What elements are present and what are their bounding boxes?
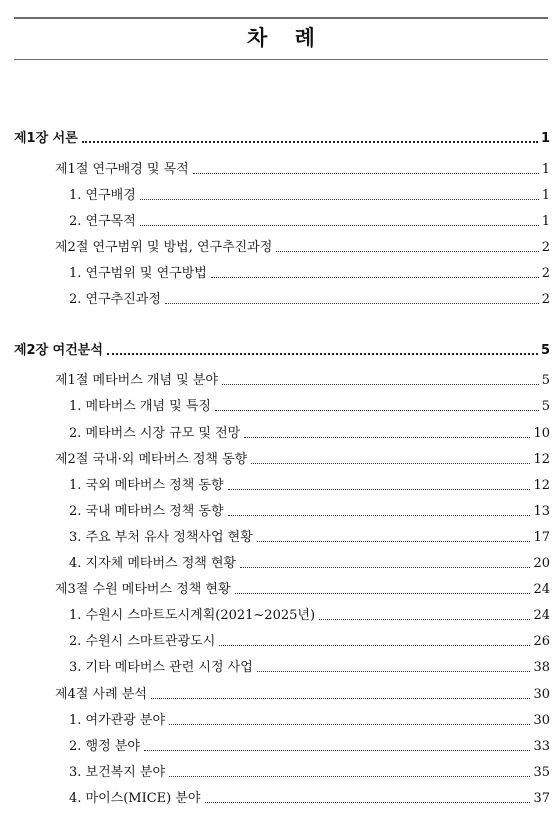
dot-leader xyxy=(228,489,531,490)
toc-item[interactable] xyxy=(69,289,550,309)
dot-leader xyxy=(169,724,530,725)
toc-page-number: 20 xyxy=(533,556,550,571)
toc-label: 3. 주요 부처 유사 정책사업 현황 xyxy=(69,530,253,545)
toc-label: 제1장 서론 xyxy=(14,131,78,146)
toc-page-number: 37 xyxy=(533,791,550,806)
toc-label: 4. 지자체 메타버스 정책 현황 xyxy=(69,556,237,571)
dot-leader xyxy=(82,141,538,143)
toc-page-number: 10 xyxy=(533,426,550,441)
toc-page-number: 5 xyxy=(540,343,550,358)
toc-item[interactable] xyxy=(69,211,550,231)
toc-item[interactable] xyxy=(69,657,550,677)
dot-leader xyxy=(240,567,530,568)
toc-label: 3. 보건복지 분야 xyxy=(69,765,166,780)
toc-label: 1. 메타버스 개념 및 특징 xyxy=(69,399,211,414)
toc-item[interactable] xyxy=(69,736,550,756)
toc-label: 3. 기타 메타버스 관련 시정 사업 xyxy=(69,660,253,675)
toc-section[interactable] xyxy=(55,159,550,179)
toc-section[interactable] xyxy=(55,237,550,257)
dot-leader xyxy=(165,303,539,304)
toc-page-number: 12 xyxy=(533,452,550,467)
toc-page-number: 17 xyxy=(533,530,550,545)
toc-label: 2. 수원시 스마트관광도시 xyxy=(69,634,216,649)
toc-label: 4. 마이스(MICE) 분야 xyxy=(69,791,201,806)
toc-page-number: 24 xyxy=(533,582,550,597)
toc-page-number: 2 xyxy=(541,266,550,281)
dot-leader xyxy=(140,199,539,200)
toc-label: 1. 연구배경 xyxy=(69,188,136,203)
toc-section[interactable] xyxy=(55,579,550,599)
dot-leader xyxy=(235,593,531,594)
toc-label: 1. 여가관광 분야 xyxy=(69,713,166,728)
toc-item[interactable] xyxy=(69,475,550,495)
dot-leader xyxy=(193,173,539,174)
toc-page-number: 38 xyxy=(533,660,550,675)
toc-chapter[interactable] xyxy=(14,128,550,148)
dot-leader xyxy=(257,541,531,542)
toc-section[interactable] xyxy=(55,370,550,390)
dot-leader xyxy=(222,384,539,385)
toc-label: 제1절 연구배경 및 목적 xyxy=(55,162,189,177)
toc-page-number: 12 xyxy=(533,478,550,493)
toc-item[interactable] xyxy=(69,710,550,730)
toc-page-number: 33 xyxy=(533,739,550,754)
toc-page-number: 2 xyxy=(541,292,550,307)
toc-label: 1. 연구범위 및 연구방법 xyxy=(69,266,207,281)
dot-leader xyxy=(215,410,539,411)
toc-page-number: 1 xyxy=(541,188,550,203)
dot-leader xyxy=(211,277,539,278)
toc-page-number: 30 xyxy=(533,713,550,728)
toc-label: 2. 메타버스 시장 규모 및 전망 xyxy=(69,426,241,441)
dot-leader xyxy=(219,645,530,646)
toc-item[interactable] xyxy=(69,263,550,283)
dot-leader xyxy=(151,698,531,699)
dot-leader xyxy=(107,353,538,355)
toc-page-number: 1 xyxy=(541,214,550,229)
dot-leader xyxy=(244,437,530,438)
toc-label: 2. 연구추진과정 xyxy=(69,292,161,307)
toc-page-number: 26 xyxy=(533,634,550,649)
toc-label: 2. 국내 메타버스 정책 동향 xyxy=(69,504,224,519)
toc-label: 2. 행정 분야 xyxy=(69,739,140,754)
toc-item[interactable] xyxy=(69,185,550,205)
toc-item[interactable] xyxy=(69,605,550,625)
toc-page-number: 5 xyxy=(541,399,550,414)
toc-label: 1. 수원시 스마트도시계획(2021~2025년) xyxy=(69,608,316,623)
toc-label: 2. 연구목적 xyxy=(69,214,136,229)
toc-page-number: 5 xyxy=(541,373,550,388)
toc-label: 1. 국외 메타버스 정책 동향 xyxy=(69,478,224,493)
dot-leader xyxy=(228,515,531,516)
toc-page-number: 2 xyxy=(541,240,550,255)
toc-item[interactable] xyxy=(69,762,550,782)
dot-leader xyxy=(205,802,531,803)
toc-label: 제2절 연구범위 및 방법, 연구추진과정 xyxy=(55,240,273,255)
toc-item[interactable] xyxy=(69,396,550,416)
toc-item[interactable] xyxy=(69,501,550,521)
toc-page-number: 30 xyxy=(533,687,550,702)
dot-leader xyxy=(251,463,530,464)
toc-page-number: 35 xyxy=(533,765,550,780)
toc-page-number: 1 xyxy=(540,131,550,146)
dot-leader xyxy=(257,671,531,672)
toc-item[interactable] xyxy=(69,423,550,443)
dot-leader xyxy=(140,225,539,226)
toc-label: 제1절 메타버스 개념 및 분야 xyxy=(55,373,218,388)
toc-item[interactable] xyxy=(69,527,550,547)
toc-item[interactable] xyxy=(69,788,550,808)
toc-page-number: 13 xyxy=(533,504,550,519)
dot-leader xyxy=(169,776,530,777)
dot-leader xyxy=(319,619,530,620)
page-title: 차 례 xyxy=(247,26,325,50)
toc-label: 제3절 수원 메타버스 정책 현황 xyxy=(55,582,231,597)
dot-leader xyxy=(276,251,538,252)
toc-item[interactable] xyxy=(69,631,550,651)
toc-chapter[interactable] xyxy=(14,340,550,360)
toc-label: 제4절 사례 분석 xyxy=(55,687,147,702)
toc-page-number: 1 xyxy=(541,162,550,177)
toc-title-block xyxy=(14,17,548,60)
toc-page-number: 24 xyxy=(533,608,550,623)
toc-label: 제2절 국내·외 메타버스 정책 동향 xyxy=(55,452,248,467)
toc-section[interactable] xyxy=(55,449,550,469)
dot-leader xyxy=(144,750,531,751)
toc-item[interactable] xyxy=(69,553,550,573)
toc-section[interactable] xyxy=(55,684,550,704)
toc-label: 제2장 여건분석 xyxy=(14,343,103,358)
